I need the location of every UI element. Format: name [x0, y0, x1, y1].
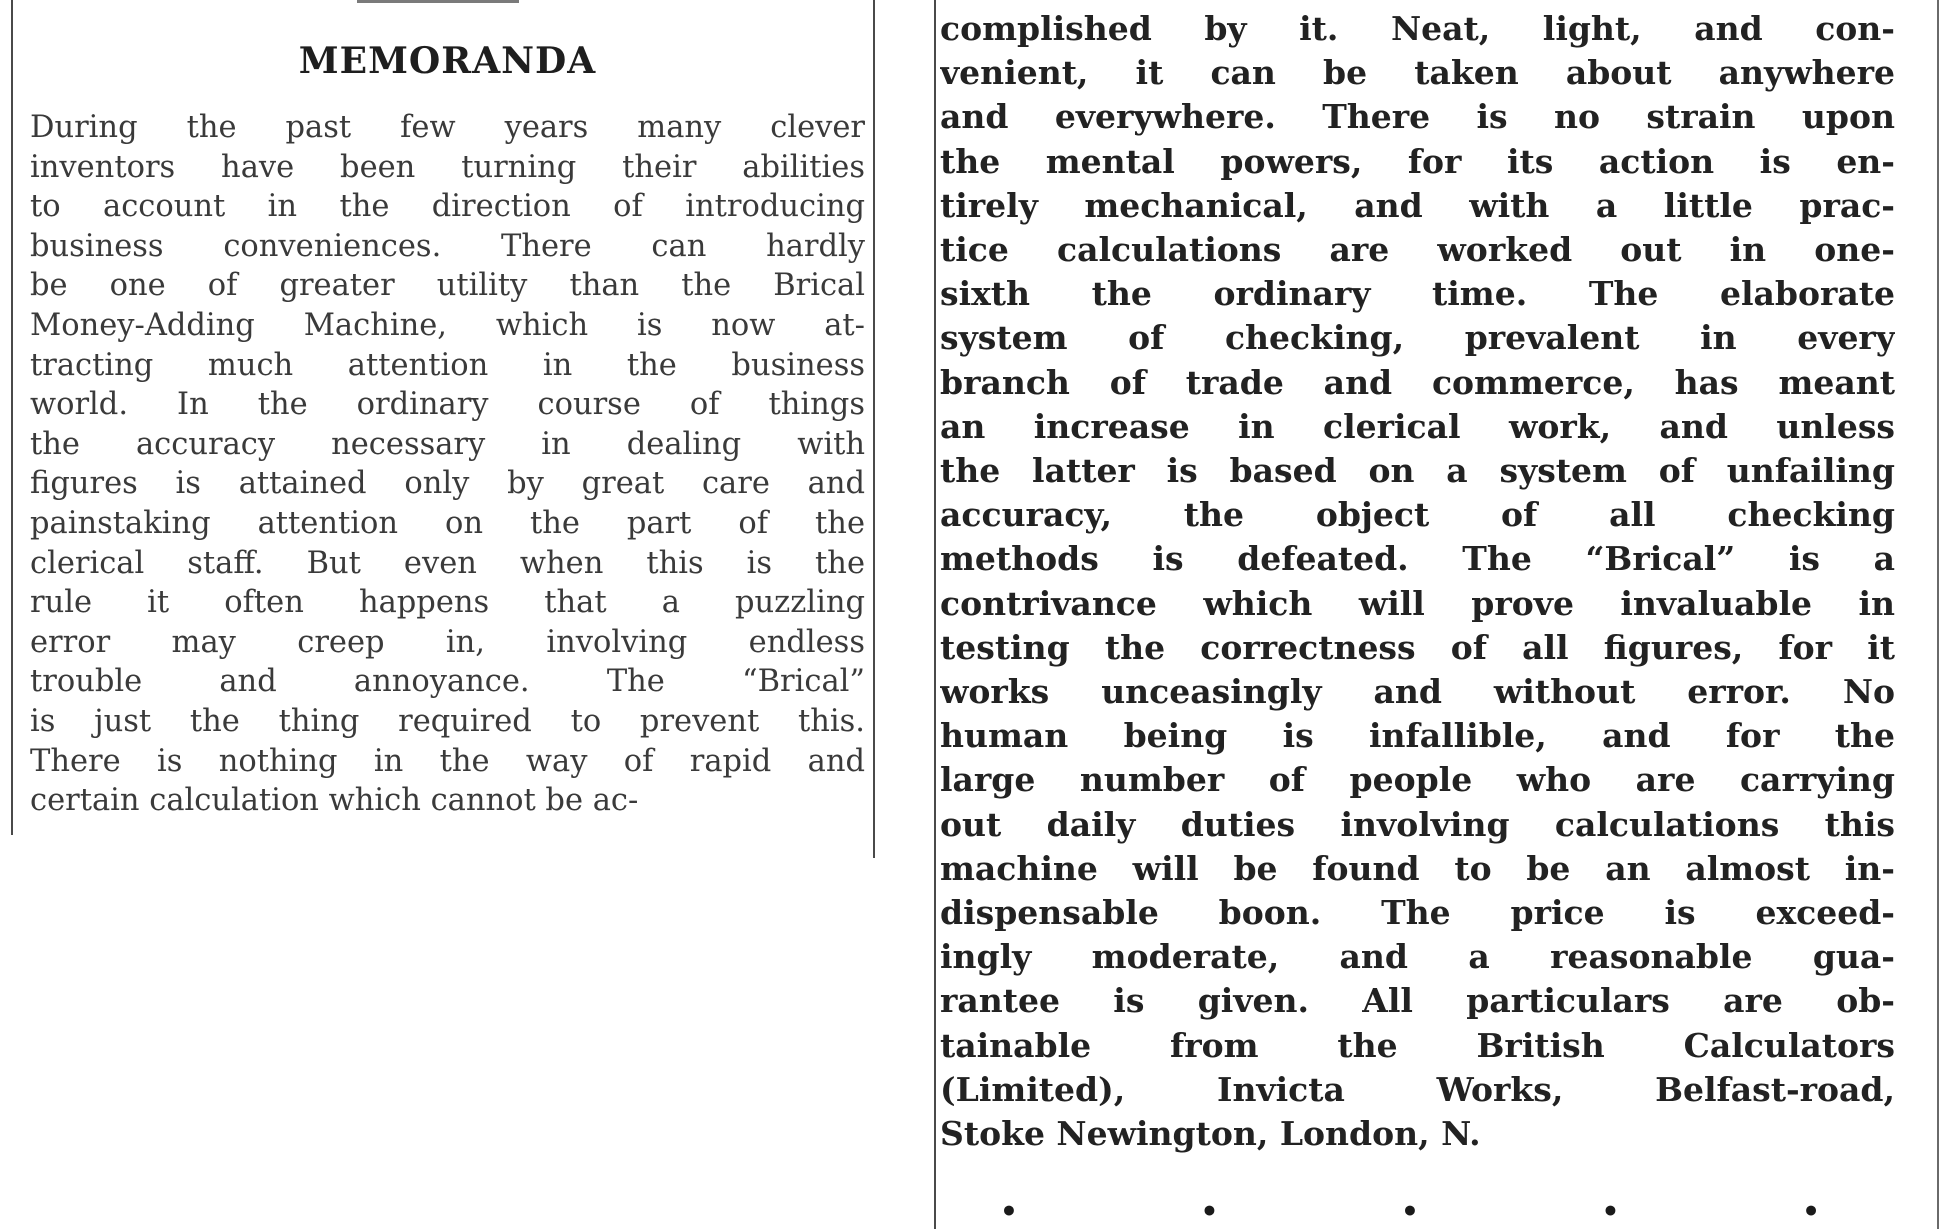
text-line: system of checking, prevalent in every: [940, 318, 1895, 358]
text-line: inventors have been turning their abilities: [30, 149, 865, 185]
text-line: to account in the direction of introducing: [30, 189, 865, 225]
left-column-border: [11, 0, 13, 835]
separator-dot: •: [1000, 1195, 1018, 1228]
text-line: testing the correctness of all figures, for it: [940, 627, 1895, 667]
text-line: world. In the ordinary course of things: [30, 387, 865, 423]
text-line: business conveniences. There can hardly: [30, 228, 865, 264]
text-line: large number of people who are carrying: [940, 760, 1895, 800]
text-line: painstaking attention on the part of the: [30, 505, 865, 541]
text-line: dispensable boon. The price is exceed-: [940, 893, 1895, 933]
text-line: and everywhere. There is no strain upon: [940, 97, 1895, 137]
text-line: machine will be found to be an almost in-: [940, 848, 1895, 888]
right-column: [940, 0, 1902, 1156]
text-line: rule it often happens that a puzzling: [30, 585, 865, 621]
text-line: venient, it can be taken about anywhere: [940, 53, 1895, 93]
separator-dot: •: [1802, 1195, 1820, 1228]
text-line: tainable from the British Calculators: [940, 1025, 1895, 1065]
text-line: ingly moderate, and a reasonable gua-: [940, 937, 1895, 977]
text-line: figures is attained only by great care and: [30, 466, 865, 502]
right-column-border: [1937, 0, 1939, 1229]
text-line: the latter is based on a system of unfailing: [940, 451, 1895, 491]
text-line: tirely mechanical, and with a little prac-: [940, 185, 1895, 225]
text-line: clerical staff. But even when this is the: [30, 545, 865, 581]
text-line: tice calculations are worked out in one-: [940, 230, 1895, 270]
text-line: tracting much attention in the business: [30, 347, 865, 383]
column-divider-right: [934, 0, 936, 1229]
text-line: is just the thing required to prevent this.: [30, 703, 865, 739]
text-line: methods is defeated. The “Brical” is a: [940, 539, 1895, 579]
text-line: Stoke Newington, London, N.: [940, 1114, 1481, 1154]
text-line: Money-Adding Machine, which is now at-: [30, 307, 865, 343]
column-divider: [873, 0, 875, 858]
text-line: the accuracy necessary in dealing with: [30, 426, 865, 462]
text-line: There is nothing in the way of rapid and: [30, 743, 865, 779]
text-line: trouble and annoyance. The “Brical”: [30, 664, 865, 700]
text-line: complished by it. Neat, light, and con-: [940, 9, 1895, 48]
separator-dot: •: [1601, 1195, 1620, 1228]
text-line: an increase in clerical work, and unless: [940, 406, 1895, 446]
text-line: (Limited), Invicta Works, Belfast-road,: [940, 1069, 1895, 1109]
text-line: out daily duties involving calculations this: [940, 804, 1895, 844]
text-line: the mental powers, for its action is en-: [940, 141, 1895, 181]
section-separator-dots: [1000, 1195, 1820, 1228]
separator-dot: •: [1401, 1195, 1419, 1228]
text-line: certain calculation which cannot be ac-: [30, 783, 639, 819]
article-heading: MEMORANDA: [298, 40, 597, 82]
text-line: sixth the ordinary time. The elaborate: [940, 274, 1895, 314]
text-line: branch of trade and commerce, has meant: [940, 362, 1895, 402]
right-column-text: [940, 7, 1902, 1156]
text-line: human being is infallible, and for the: [940, 716, 1895, 756]
text-line: error may creep in, involving endless: [30, 624, 865, 660]
separator-dot: •: [1200, 1195, 1219, 1228]
left-column-text: [30, 108, 865, 821]
left-column: [30, 0, 865, 821]
text-line: be one of greater utility than the Brical: [30, 268, 865, 304]
text-line: works unceasingly and without error. No: [940, 672, 1895, 712]
text-line: accuracy, the object of all checking: [940, 495, 1895, 535]
text-line: During the past few years many clever: [30, 110, 865, 145]
text-line: rantee is given. All particulars are ob-: [940, 981, 1895, 1021]
text-line: contrivance which will prove invaluable in: [940, 583, 1895, 623]
